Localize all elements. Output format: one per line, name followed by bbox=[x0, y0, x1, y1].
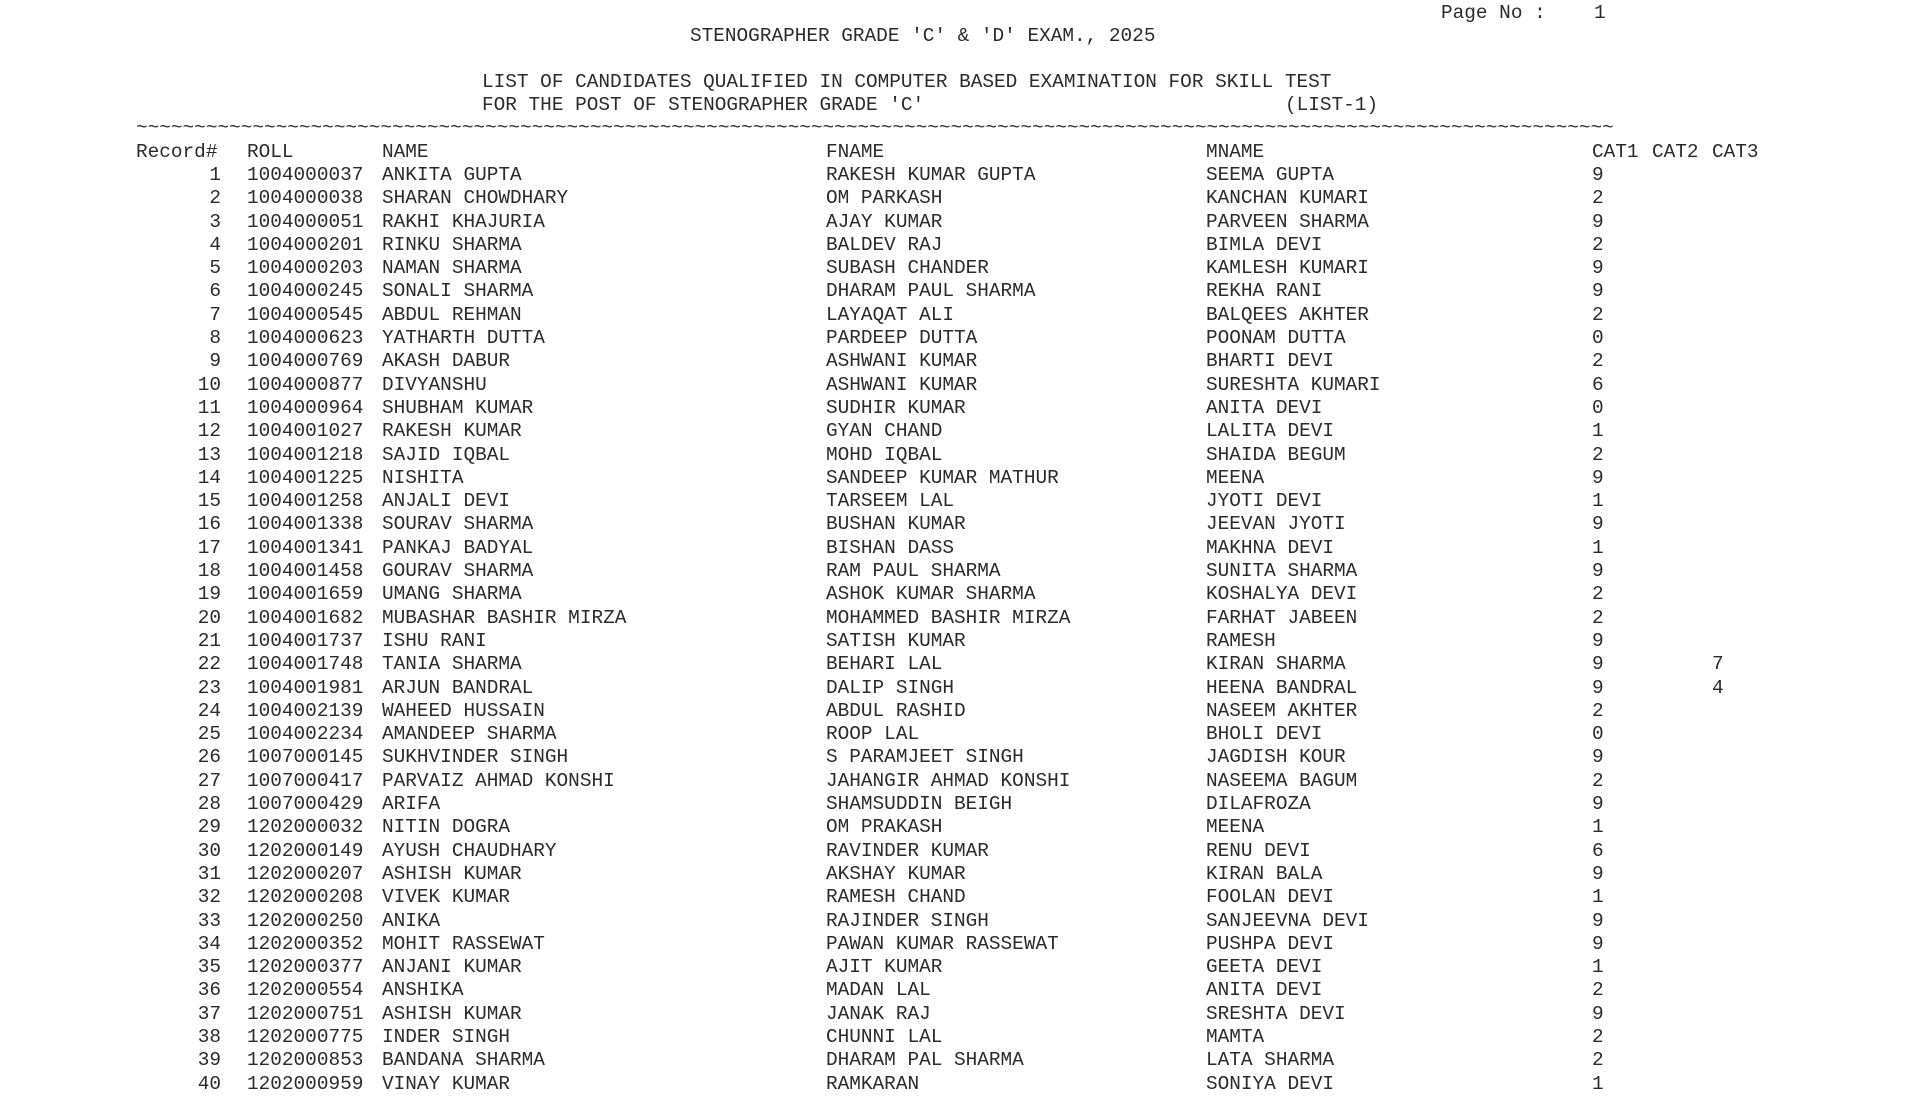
roll-number: 1004000964 bbox=[247, 396, 364, 419]
roll-number: 1004001682 bbox=[247, 606, 364, 629]
roll-number: 1202000207 bbox=[247, 862, 364, 885]
candidate-name: AKASH DABUR bbox=[382, 350, 510, 373]
father-name: SHAMSUDDIN BEIGH bbox=[826, 793, 1013, 816]
cat3-value: 4 bbox=[1712, 676, 1724, 699]
cat1-value: 2 bbox=[1592, 699, 1604, 722]
record-number: 6 bbox=[209, 280, 221, 303]
page-number-label: Page No : bbox=[1441, 2, 1546, 24]
father-name: RAM PAUL SHARMA bbox=[826, 560, 1001, 583]
record-number: 35 bbox=[197, 956, 221, 979]
roll-number: 1004000203 bbox=[247, 257, 364, 280]
table-row bbox=[0, 444, 1920, 467]
table-row bbox=[0, 420, 1920, 443]
roll-number: 1004001218 bbox=[247, 443, 364, 466]
record-number: 38 bbox=[197, 1025, 221, 1048]
cat1-value: 9 bbox=[1592, 909, 1604, 932]
table-row bbox=[0, 560, 1920, 583]
column-header-fname: FNAME bbox=[826, 141, 885, 163]
roll-number: 1202000751 bbox=[247, 1002, 364, 1025]
cat1-value: 2 bbox=[1592, 443, 1604, 466]
candidate-name: RINKU SHARMA bbox=[382, 233, 522, 256]
candidate-name: PARVAIZ AHMAD KONSHI bbox=[382, 769, 615, 792]
candidate-name: ANKITA GUPTA bbox=[382, 164, 522, 186]
record-number: 3 bbox=[209, 210, 221, 233]
father-name: LAYAQAT ALI bbox=[826, 303, 954, 326]
roll-number: 1004001027 bbox=[247, 420, 364, 443]
father-name: OM PRAKASH bbox=[826, 816, 943, 839]
roll-number: 1004000051 bbox=[247, 210, 364, 233]
mother-name: BALQEES AKHTER bbox=[1206, 303, 1369, 326]
table-row bbox=[0, 583, 1920, 606]
roll-number: 1004000769 bbox=[247, 350, 364, 373]
record-number: 18 bbox=[197, 560, 221, 583]
record-number: 22 bbox=[197, 653, 221, 676]
cat1-value: 2 bbox=[1592, 583, 1604, 606]
record-number: 11 bbox=[197, 396, 221, 419]
cat1-value: 6 bbox=[1592, 373, 1604, 396]
candidate-name: VINAY KUMAR bbox=[382, 1072, 510, 1095]
mother-name: KIRAN SHARMA bbox=[1206, 653, 1346, 676]
roll-number: 1202000149 bbox=[247, 839, 364, 862]
mother-name: BHOLI DEVI bbox=[1206, 723, 1323, 746]
roll-number: 1202000853 bbox=[247, 1049, 364, 1072]
father-name: RAMESH CHAND bbox=[826, 886, 966, 909]
mother-name: KAMLESH KUMARI bbox=[1206, 257, 1369, 280]
roll-number: 1202000554 bbox=[247, 979, 364, 1002]
cat1-value: 9 bbox=[1592, 280, 1604, 303]
mother-name: BHARTI DEVI bbox=[1206, 350, 1334, 373]
table-row bbox=[0, 723, 1920, 746]
father-name: DHARAM PAUL SHARMA bbox=[826, 280, 1036, 303]
father-name: JAHANGIR AHMAD KONSHI bbox=[826, 769, 1071, 792]
father-name: BUSHAN KUMAR bbox=[826, 513, 966, 536]
candidate-name: ANJALI DEVI bbox=[382, 490, 510, 513]
father-name: BISHAN DASS bbox=[826, 536, 954, 559]
table-row bbox=[0, 537, 1920, 560]
cat1-value: 9 bbox=[1592, 560, 1604, 583]
column-header-roll: ROLL bbox=[247, 141, 294, 163]
table-row bbox=[0, 490, 1920, 513]
candidate-name: ANSHIKA bbox=[382, 979, 464, 1002]
roll-number: 1004000201 bbox=[247, 233, 364, 256]
mother-name: KIRAN BALA bbox=[1206, 862, 1323, 885]
table-row bbox=[0, 187, 1920, 210]
column-header-cat2: CAT2 bbox=[1652, 141, 1699, 163]
record-number: 39 bbox=[197, 1049, 221, 1072]
roll-number: 1004002234 bbox=[247, 723, 364, 746]
record-number: 23 bbox=[197, 676, 221, 699]
father-name: RAVINDER KUMAR bbox=[826, 839, 989, 862]
record-number: 16 bbox=[197, 513, 221, 536]
candidate-name: ASHISH KUMAR bbox=[382, 1002, 522, 1025]
father-name: RAKESH KUMAR GUPTA bbox=[826, 164, 1036, 186]
record-number: 20 bbox=[197, 606, 221, 629]
table-row bbox=[0, 513, 1920, 536]
candidate-name: ANJANI KUMAR bbox=[382, 956, 522, 979]
table-row bbox=[0, 910, 1920, 933]
roll-number: 1004001737 bbox=[247, 629, 364, 652]
mother-name: JAGDISH KOUR bbox=[1206, 746, 1346, 769]
cat1-value: 1 bbox=[1592, 490, 1604, 513]
roll-number: 1004001341 bbox=[247, 536, 364, 559]
table-row bbox=[0, 956, 1920, 979]
record-number: 37 bbox=[197, 1002, 221, 1025]
column-header-mname: MNAME bbox=[1206, 141, 1265, 163]
list-title-line1: LIST OF CANDIDATES QUALIFIED IN COMPUTER BASED EXAMINATION FOR SKILL TEST bbox=[482, 71, 1332, 93]
cat1-value: 9 bbox=[1592, 862, 1604, 885]
column-header-record: Record# bbox=[136, 141, 218, 163]
record-number: 2 bbox=[209, 187, 221, 210]
cat1-value: 0 bbox=[1592, 723, 1604, 746]
table-row bbox=[0, 304, 1920, 327]
cat1-value: 9 bbox=[1592, 164, 1604, 186]
list-tag: (LIST-1) bbox=[1285, 94, 1379, 116]
cat1-value: 6 bbox=[1592, 839, 1604, 862]
cat1-value: 9 bbox=[1592, 793, 1604, 816]
mother-name: SEEMA GUPTA bbox=[1206, 164, 1334, 186]
candidate-name: AYUSH CHAUDHARY bbox=[382, 839, 557, 862]
roll-number: 1004001458 bbox=[247, 560, 364, 583]
candidate-name: INDER SINGH bbox=[382, 1025, 510, 1048]
cat1-value: 2 bbox=[1592, 350, 1604, 373]
column-header-cat1: CAT1 bbox=[1592, 141, 1639, 163]
table-row bbox=[0, 979, 1920, 1002]
table-row bbox=[0, 770, 1920, 793]
roll-number: 1004000877 bbox=[247, 373, 364, 396]
mother-name: POONAM DUTTA bbox=[1206, 327, 1346, 350]
cat1-value: 0 bbox=[1592, 396, 1604, 419]
cat1-value: 9 bbox=[1592, 746, 1604, 769]
cat1-value: 9 bbox=[1592, 210, 1604, 233]
father-name: SANDEEP KUMAR MATHUR bbox=[826, 466, 1059, 489]
candidate-name: ARJUN BANDRAL bbox=[382, 676, 534, 699]
father-name: JANAK RAJ bbox=[826, 1002, 931, 1025]
candidate-name: SUKHVINDER SINGH bbox=[382, 746, 569, 769]
candidate-name: SAJID IQBAL bbox=[382, 443, 510, 466]
father-name: DALIP SINGH bbox=[826, 676, 954, 699]
roll-number: 1004001659 bbox=[247, 583, 364, 606]
mother-name: REKHA RANI bbox=[1206, 280, 1323, 303]
table-row bbox=[0, 700, 1920, 723]
cat1-value: 2 bbox=[1592, 233, 1604, 256]
table-row bbox=[0, 1073, 1920, 1096]
table-row bbox=[0, 653, 1920, 676]
record-number: 8 bbox=[209, 327, 221, 350]
cat1-value: 2 bbox=[1592, 303, 1604, 326]
table-row bbox=[0, 397, 1920, 420]
roll-number: 1004000037 bbox=[247, 164, 364, 186]
cat1-value: 2 bbox=[1592, 1049, 1604, 1072]
candidate-name: RAKESH KUMAR bbox=[382, 420, 522, 443]
cat1-value: 1 bbox=[1592, 816, 1604, 839]
roll-number: 1004001981 bbox=[247, 676, 364, 699]
roll-number: 1004000245 bbox=[247, 280, 364, 303]
father-name: GYAN CHAND bbox=[826, 420, 943, 443]
table-row bbox=[0, 1003, 1920, 1026]
candidate-name: AMANDEEP SHARMA bbox=[382, 723, 557, 746]
father-name: ASHOK KUMAR SHARMA bbox=[826, 583, 1036, 606]
roll-number: 1202000250 bbox=[247, 909, 364, 932]
roll-number: 1004001338 bbox=[247, 513, 364, 536]
record-number: 13 bbox=[197, 443, 221, 466]
mother-name: JYOTI DEVI bbox=[1206, 490, 1323, 513]
record-number: 17 bbox=[197, 536, 221, 559]
candidate-name: SHARAN CHOWDHARY bbox=[382, 187, 569, 210]
table-row bbox=[0, 793, 1920, 816]
father-name: BALDEV RAJ bbox=[826, 233, 943, 256]
roll-number: 1004000038 bbox=[247, 187, 364, 210]
candidate-name: SHUBHAM KUMAR bbox=[382, 396, 534, 419]
cat1-value: 2 bbox=[1592, 187, 1604, 210]
record-number: 21 bbox=[197, 629, 221, 652]
roll-number: 1202000377 bbox=[247, 956, 364, 979]
father-name: RAJINDER SINGH bbox=[826, 909, 989, 932]
cat1-value: 1 bbox=[1592, 536, 1604, 559]
candidate-name: ISHU RANI bbox=[382, 629, 487, 652]
table-row bbox=[0, 280, 1920, 303]
mother-name: FARHAT JABEEN bbox=[1206, 606, 1358, 629]
record-number: 29 bbox=[197, 816, 221, 839]
cat1-value: 2 bbox=[1592, 606, 1604, 629]
roll-number: 1202000775 bbox=[247, 1025, 364, 1048]
exam-title: STENOGRAPHER GRADE 'C' & 'D' EXAM., 2025 bbox=[690, 25, 1156, 47]
record-number: 34 bbox=[197, 932, 221, 955]
father-name: PAWAN KUMAR RASSEWAT bbox=[826, 932, 1059, 955]
candidate-name: MUBASHAR BASHIR MIRZA bbox=[382, 606, 627, 629]
cat1-value: 1 bbox=[1592, 886, 1604, 909]
cat1-value: 1 bbox=[1592, 1072, 1604, 1095]
mother-name: DILAFROZA bbox=[1206, 793, 1311, 816]
record-number: 12 bbox=[197, 420, 221, 443]
father-name: SATISH KUMAR bbox=[826, 629, 966, 652]
record-number: 9 bbox=[209, 350, 221, 373]
table-row bbox=[0, 816, 1920, 839]
mother-name: MEENA bbox=[1206, 466, 1265, 489]
cat1-value: 9 bbox=[1592, 466, 1604, 489]
candidate-name: PANKAJ BADYAL bbox=[382, 536, 534, 559]
candidate-list bbox=[0, 164, 1920, 1096]
roll-number: 1004000545 bbox=[247, 303, 364, 326]
cat1-value: 9 bbox=[1592, 676, 1604, 699]
father-name: SUBASH CHANDER bbox=[826, 257, 989, 280]
table-row bbox=[0, 933, 1920, 956]
cat3-value: 7 bbox=[1712, 653, 1724, 676]
candidate-name: VIVEK KUMAR bbox=[382, 886, 510, 909]
tilde-separator: ~~~~~~~~~~~~~~~~~~~~~~~~~~~~~~~~~~~~~~~~~~~~~~~~~~~~~~~~~~~~~~~~~~~~~~~~~~~~~~~~~~~~~~~~~~~~~~~~~~~~~~~~~~~~~~~~~~~~~~~~~~~~~~~ bbox=[136, 117, 1614, 139]
record-number: 7 bbox=[209, 303, 221, 326]
record-number: 40 bbox=[197, 1072, 221, 1095]
table-row bbox=[0, 164, 1920, 187]
column-header-cat3: CAT3 bbox=[1712, 141, 1759, 163]
roll-number: 1004001258 bbox=[247, 490, 364, 513]
table-row bbox=[0, 327, 1920, 350]
cat1-value: 1 bbox=[1592, 956, 1604, 979]
candidate-name: BANDANA SHARMA bbox=[382, 1049, 545, 1072]
table-row bbox=[0, 257, 1920, 280]
candidate-name: DIVYANSHU bbox=[382, 373, 487, 396]
father-name: ASHWANI KUMAR bbox=[826, 350, 978, 373]
record-number: 19 bbox=[197, 583, 221, 606]
mother-name: ANITA DEVI bbox=[1206, 396, 1323, 419]
mother-name: GEETA DEVI bbox=[1206, 956, 1323, 979]
cat1-value: 9 bbox=[1592, 653, 1604, 676]
roll-number: 1004002139 bbox=[247, 699, 364, 722]
mother-name: BIMLA DEVI bbox=[1206, 233, 1323, 256]
father-name: AKSHAY KUMAR bbox=[826, 862, 966, 885]
mother-name: JEEVAN JYOTI bbox=[1206, 513, 1346, 536]
record-number: 27 bbox=[197, 769, 221, 792]
father-name: PARDEEP DUTTA bbox=[826, 327, 978, 350]
roll-number: 1007000417 bbox=[247, 769, 364, 792]
table-row bbox=[0, 350, 1920, 373]
mother-name: MAMTA bbox=[1206, 1025, 1265, 1048]
table-row bbox=[0, 1049, 1920, 1072]
table-row bbox=[0, 211, 1920, 234]
mother-name: KANCHAN KUMARI bbox=[1206, 187, 1369, 210]
father-name: AJIT KUMAR bbox=[826, 956, 943, 979]
mother-name: RENU DEVI bbox=[1206, 839, 1311, 862]
table-row bbox=[0, 840, 1920, 863]
candidate-name: RAKHI KHAJURIA bbox=[382, 210, 545, 233]
roll-number: 1007000145 bbox=[247, 746, 364, 769]
father-name: BEHARI LAL bbox=[826, 653, 943, 676]
mother-name: SHAIDA BEGUM bbox=[1206, 443, 1346, 466]
mother-name: SRESHTA DEVI bbox=[1206, 1002, 1346, 1025]
cat1-value: 9 bbox=[1592, 629, 1604, 652]
mother-name: PARVEEN SHARMA bbox=[1206, 210, 1369, 233]
candidate-name: GOURAV SHARMA bbox=[382, 560, 534, 583]
father-name: MADAN LAL bbox=[826, 979, 931, 1002]
record-number: 26 bbox=[197, 746, 221, 769]
roll-number: 1202000959 bbox=[247, 1072, 364, 1095]
cat1-value: 2 bbox=[1592, 1025, 1604, 1048]
mother-name: KOSHALYA DEVI bbox=[1206, 583, 1358, 606]
table-row bbox=[0, 677, 1920, 700]
candidate-name: ANIKA bbox=[382, 909, 441, 932]
father-name: MOHAMMED BASHIR MIRZA bbox=[826, 606, 1071, 629]
record-number: 5 bbox=[209, 257, 221, 280]
father-name: ASHWANI KUMAR bbox=[826, 373, 978, 396]
record-number: 36 bbox=[197, 979, 221, 1002]
mother-name: HEENA BANDRAL bbox=[1206, 676, 1358, 699]
father-name: DHARAM PAL SHARMA bbox=[826, 1049, 1024, 1072]
table-row bbox=[0, 746, 1920, 769]
father-name: S PARAMJEET SINGH bbox=[826, 746, 1024, 769]
cat1-value: 9 bbox=[1592, 932, 1604, 955]
table-row bbox=[0, 863, 1920, 886]
table-row bbox=[0, 1026, 1920, 1049]
mother-name: NASEEMA BAGUM bbox=[1206, 769, 1358, 792]
table-row bbox=[0, 374, 1920, 397]
record-number: 1 bbox=[209, 164, 221, 186]
mother-name: MEENA bbox=[1206, 816, 1265, 839]
father-name: ABDUL RASHID bbox=[826, 699, 966, 722]
table-row bbox=[0, 630, 1920, 653]
mother-name: SANJEEVNA DEVI bbox=[1206, 909, 1369, 932]
mother-name: MAKHNA DEVI bbox=[1206, 536, 1334, 559]
record-number: 31 bbox=[197, 862, 221, 885]
roll-number: 1202000032 bbox=[247, 816, 364, 839]
table-row bbox=[0, 607, 1920, 630]
record-number: 28 bbox=[197, 793, 221, 816]
record-number: 25 bbox=[197, 723, 221, 746]
father-name: RAMKARAN bbox=[826, 1072, 920, 1095]
roll-number: 1004001225 bbox=[247, 466, 364, 489]
record-number: 10 bbox=[197, 373, 221, 396]
candidate-name: ASHISH KUMAR bbox=[382, 862, 522, 885]
list-title-line2: FOR THE POST OF STENOGRAPHER GRADE 'C' bbox=[482, 94, 925, 116]
candidate-name: SOURAV SHARMA bbox=[382, 513, 534, 536]
candidate-name: TANIA SHARMA bbox=[382, 653, 522, 676]
candidate-name: ABDUL REHMAN bbox=[382, 303, 522, 326]
candidate-name: SONALI SHARMA bbox=[382, 280, 534, 303]
cat1-value: 1 bbox=[1592, 420, 1604, 443]
mother-name: RAMESH bbox=[1206, 629, 1276, 652]
father-name: TARSEEM LAL bbox=[826, 490, 954, 513]
record-number: 24 bbox=[197, 699, 221, 722]
mother-name: SUNITA SHARMA bbox=[1206, 560, 1358, 583]
mother-name: PUSHPA DEVI bbox=[1206, 932, 1334, 955]
page-number: 1 bbox=[1594, 2, 1606, 24]
cat1-value: 9 bbox=[1592, 257, 1604, 280]
record-number: 30 bbox=[197, 839, 221, 862]
cat1-value: 9 bbox=[1592, 1002, 1604, 1025]
table-row bbox=[0, 234, 1920, 257]
record-number: 4 bbox=[209, 233, 221, 256]
candidate-name: MOHIT RASSEWAT bbox=[382, 932, 545, 955]
cat1-value: 0 bbox=[1592, 327, 1604, 350]
candidate-name: NISHITA bbox=[382, 466, 464, 489]
roll-number: 1004000623 bbox=[247, 327, 364, 350]
record-number: 32 bbox=[197, 886, 221, 909]
cat1-value: 2 bbox=[1592, 979, 1604, 1002]
mother-name: FOOLAN DEVI bbox=[1206, 886, 1334, 909]
candidate-name: ARIFA bbox=[382, 793, 441, 816]
table-row bbox=[0, 467, 1920, 490]
father-name: SUDHIR KUMAR bbox=[826, 396, 966, 419]
candidate-name: YATHARTH DUTTA bbox=[382, 327, 545, 350]
father-name: AJAY KUMAR bbox=[826, 210, 943, 233]
mother-name: LATA SHARMA bbox=[1206, 1049, 1334, 1072]
candidate-name: WAHEED HUSSAIN bbox=[382, 699, 545, 722]
cat1-value: 2 bbox=[1592, 769, 1604, 792]
roll-number: 1004001748 bbox=[247, 653, 364, 676]
roll-number: 1202000208 bbox=[247, 886, 364, 909]
mother-name: LALITA DEVI bbox=[1206, 420, 1334, 443]
mother-name: SURESHTA KUMARI bbox=[1206, 373, 1381, 396]
record-number: 14 bbox=[197, 466, 221, 489]
father-name: ROOP LAL bbox=[826, 723, 920, 746]
roll-number: 1007000429 bbox=[247, 793, 364, 816]
table-row bbox=[0, 886, 1920, 909]
mother-name: SONIYA DEVI bbox=[1206, 1072, 1334, 1095]
mother-name: NASEEM AKHTER bbox=[1206, 699, 1358, 722]
record-number: 33 bbox=[197, 909, 221, 932]
father-name: CHUNNI LAL bbox=[826, 1025, 943, 1048]
record-number: 15 bbox=[197, 490, 221, 513]
father-name: MOHD IQBAL bbox=[826, 443, 943, 466]
candidate-name: UMANG SHARMA bbox=[382, 583, 522, 606]
column-header-name: NAME bbox=[382, 141, 429, 163]
mother-name: ANITA DEVI bbox=[1206, 979, 1323, 1002]
cat1-value: 9 bbox=[1592, 513, 1604, 536]
roll-number: 1202000352 bbox=[247, 932, 364, 955]
father-name: OM PARKASH bbox=[826, 187, 943, 210]
candidate-name: NITIN DOGRA bbox=[382, 816, 510, 839]
candidate-name: NAMAN SHARMA bbox=[382, 257, 522, 280]
